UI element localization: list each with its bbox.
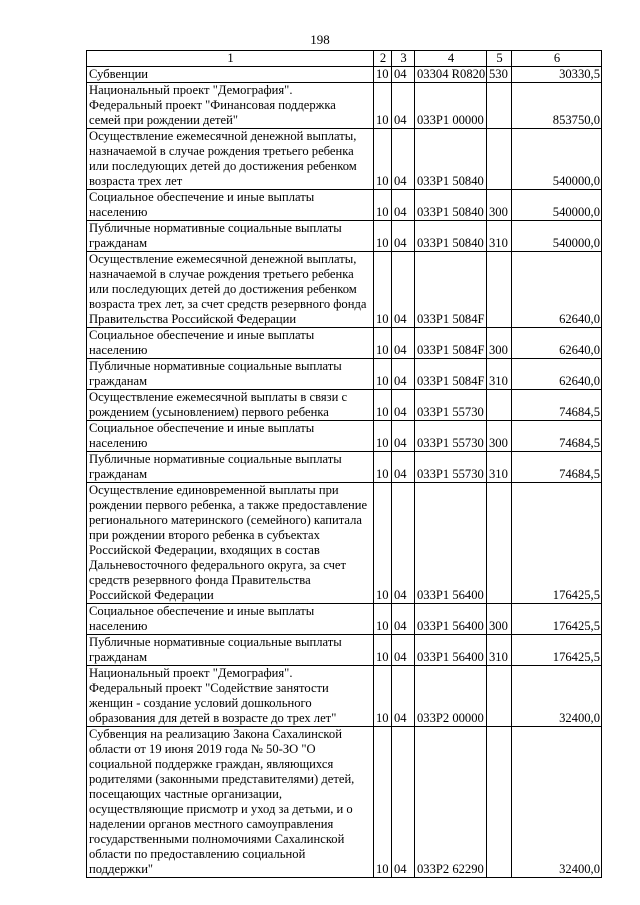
- row-subsection-code: 04: [392, 252, 415, 328]
- row-target-article: 033P2 00000: [415, 666, 487, 727]
- row-description: Публичные нормативные социальные выплаты гражданам: [87, 359, 374, 390]
- row-expense-type: 300: [487, 190, 512, 221]
- row-description: Социальное обеспечение и иные выплаты населению: [87, 190, 374, 221]
- row-amount: 62640,0: [512, 252, 602, 328]
- table-row: [87, 390, 602, 421]
- row-target-article: 033P1 5084F: [415, 328, 487, 359]
- row-subsection-code: 04: [392, 421, 415, 452]
- row-description: Социальное обеспечение и иные выплаты населению: [87, 604, 374, 635]
- row-description: Публичные нормативные социальные выплаты гражданам: [87, 221, 374, 252]
- row-target-article: 033P1 56400: [415, 635, 487, 666]
- row-target-article: 033P1 55730: [415, 421, 487, 452]
- row-section-code: 10: [374, 635, 392, 666]
- table-row: [87, 359, 602, 390]
- row-expense-type: [487, 666, 512, 727]
- table-row: [87, 252, 602, 328]
- row-amount: 540000,0: [512, 190, 602, 221]
- table-row: [87, 421, 602, 452]
- header-col-6: 6: [512, 51, 602, 67]
- row-target-article: 033P1 5084F: [415, 252, 487, 328]
- row-expense-type: 300: [487, 328, 512, 359]
- row-amount: 62640,0: [512, 328, 602, 359]
- row-section-code: 10: [374, 129, 392, 190]
- row-expense-type: 300: [487, 604, 512, 635]
- row-target-article: 033P1 00000: [415, 83, 487, 129]
- budget-table: [86, 50, 602, 878]
- header-col-5: 5: [487, 51, 512, 67]
- row-description: Субвенция на реализацию Закона Сахалинской области от 19 июня 2019 года № 50-ЗО "О социальной поддержке граждан, являющихся родителями (законными представителями) детей, посещающих частные организации, осуществляющие присмотр и уход за детьми, и о наделении органов местного самоуправления государственными полномочиями Сахалинской области по предоставлению социальной поддержки": [87, 727, 374, 878]
- row-amount: 176425,5: [512, 604, 602, 635]
- row-expense-type: [487, 129, 512, 190]
- row-subsection-code: 04: [392, 328, 415, 359]
- row-description: Публичные нормативные социальные выплаты гражданам: [87, 635, 374, 666]
- row-amount: 540000,0: [512, 221, 602, 252]
- table-row: [87, 666, 602, 727]
- row-subsection-code: 04: [392, 483, 415, 604]
- row-description: Публичные нормативные социальные выплаты гражданам: [87, 452, 374, 483]
- row-section-code: 10: [374, 328, 392, 359]
- row-expense-type: 310: [487, 452, 512, 483]
- row-subsection-code: 04: [392, 604, 415, 635]
- row-amount: 853750,0: [512, 83, 602, 129]
- row-target-article: 033P1 50840: [415, 221, 487, 252]
- row-expense-type: [487, 483, 512, 604]
- row-subsection-code: 04: [392, 452, 415, 483]
- page-number: 198: [310, 32, 330, 47]
- table-row: [87, 221, 602, 252]
- row-target-article: 033P1 56400: [415, 483, 487, 604]
- row-amount: 176425,5: [512, 635, 602, 666]
- row-amount: 540000,0: [512, 129, 602, 190]
- row-expense-type: 310: [487, 635, 512, 666]
- row-subsection-code: 04: [392, 635, 415, 666]
- row-section-code: 10: [374, 421, 392, 452]
- row-expense-type: [487, 390, 512, 421]
- row-description: Осуществление ежемесячной выплаты в связи с рождением (усыновлением) первого ребенка: [87, 390, 374, 421]
- row-amount: 32400,0: [512, 727, 602, 878]
- row-amount: 62640,0: [512, 359, 602, 390]
- row-expense-type: [487, 727, 512, 878]
- table-row: [87, 635, 602, 666]
- row-description: Субвенции: [87, 67, 374, 83]
- row-section-code: 10: [374, 390, 392, 421]
- table-row: [87, 190, 602, 221]
- row-description: Осуществление ежемесячной денежной выплаты, назначаемой в случае рождения третьего ребенка или последующих детей до достижения ребенком возраста трех лет, за счет средств резервного фонда Правительства Российской Федерации: [87, 252, 374, 328]
- header-row: [87, 51, 602, 67]
- row-target-article: 033P1 50840: [415, 129, 487, 190]
- row-section-code: 10: [374, 452, 392, 483]
- table-row: [87, 727, 602, 878]
- row-description: Социальное обеспечение и иные выплаты населению: [87, 328, 374, 359]
- row-target-article: 033P1 5084F: [415, 359, 487, 390]
- row-subsection-code: 04: [392, 727, 415, 878]
- table-row: [87, 83, 602, 129]
- table-row: [87, 604, 602, 635]
- row-section-code: 10: [374, 359, 392, 390]
- row-amount: 30330,5: [512, 67, 602, 83]
- row-section-code: 10: [374, 67, 392, 83]
- table-body: [87, 67, 602, 878]
- header-col-4: 4: [415, 51, 487, 67]
- row-subsection-code: 04: [392, 129, 415, 190]
- header-col-3: 3: [392, 51, 415, 67]
- table-header: [87, 51, 602, 67]
- row-target-article: 033P1 56400: [415, 604, 487, 635]
- row-expense-type: 300: [487, 421, 512, 452]
- row-description: Осуществление единовременной выплаты при рождении первого ребенка, а также предоставление регионального материнского (семейного) капитала при рождении второго ребенка в субъектах Российской Федерации, входящих в состав Дальневосточного федерального округа, за счет средств резервного фонда Правительства Российской Федерации: [87, 483, 374, 604]
- row-section-code: 10: [374, 483, 392, 604]
- row-amount: 74684,5: [512, 421, 602, 452]
- row-description: Социальное обеспечение и иные выплаты населению: [87, 421, 374, 452]
- row-section-code: 10: [374, 252, 392, 328]
- row-section-code: 10: [374, 190, 392, 221]
- row-target-article: 033P1 55730: [415, 390, 487, 421]
- row-amount: 74684,5: [512, 452, 602, 483]
- row-subsection-code: 04: [392, 83, 415, 129]
- row-subsection-code: 04: [392, 190, 415, 221]
- row-amount: 176425,5: [512, 483, 602, 604]
- table-row: [87, 67, 602, 83]
- row-target-article: 033P2 62290: [415, 727, 487, 878]
- row-target-article: 033P1 55730: [415, 452, 487, 483]
- row-description: Осуществление ежемесячной денежной выплаты, назначаемой в случае рождения третьего ребенка или последующих детей до достижения ребенком возраста трех лет: [87, 129, 374, 190]
- row-subsection-code: 04: [392, 221, 415, 252]
- header-col-2: 2: [374, 51, 392, 67]
- row-amount: 74684,5: [512, 390, 602, 421]
- header-col-1: 1: [87, 51, 374, 67]
- row-target-article: 033P1 50840: [415, 190, 487, 221]
- row-expense-type: 310: [487, 359, 512, 390]
- row-subsection-code: 04: [392, 666, 415, 727]
- row-target-article: 03304 R0820: [415, 67, 487, 83]
- table-row: [87, 452, 602, 483]
- row-description: Национальный проект "Демография". Федеральный проект "Содействие занятости женщин - создание условий дошкольного образования для детей в возрасте до трех лет": [87, 666, 374, 727]
- row-subsection-code: 04: [392, 359, 415, 390]
- row-section-code: 10: [374, 666, 392, 727]
- table-row: [87, 328, 602, 359]
- row-amount: 32400,0: [512, 666, 602, 727]
- row-expense-type: 530: [487, 67, 512, 83]
- row-description: Национальный проект "Демография". Федеральный проект "Финансовая поддержка семей при рождении детей": [87, 83, 374, 129]
- row-section-code: 10: [374, 83, 392, 129]
- table-row: [87, 129, 602, 190]
- row-section-code: 10: [374, 604, 392, 635]
- row-expense-type: [487, 83, 512, 129]
- row-section-code: 10: [374, 727, 392, 878]
- row-section-code: 10: [374, 221, 392, 252]
- row-subsection-code: 04: [392, 390, 415, 421]
- row-subsection-code: 04: [392, 67, 415, 83]
- table-row: [87, 483, 602, 604]
- row-expense-type: 310: [487, 221, 512, 252]
- row-expense-type: [487, 252, 512, 328]
